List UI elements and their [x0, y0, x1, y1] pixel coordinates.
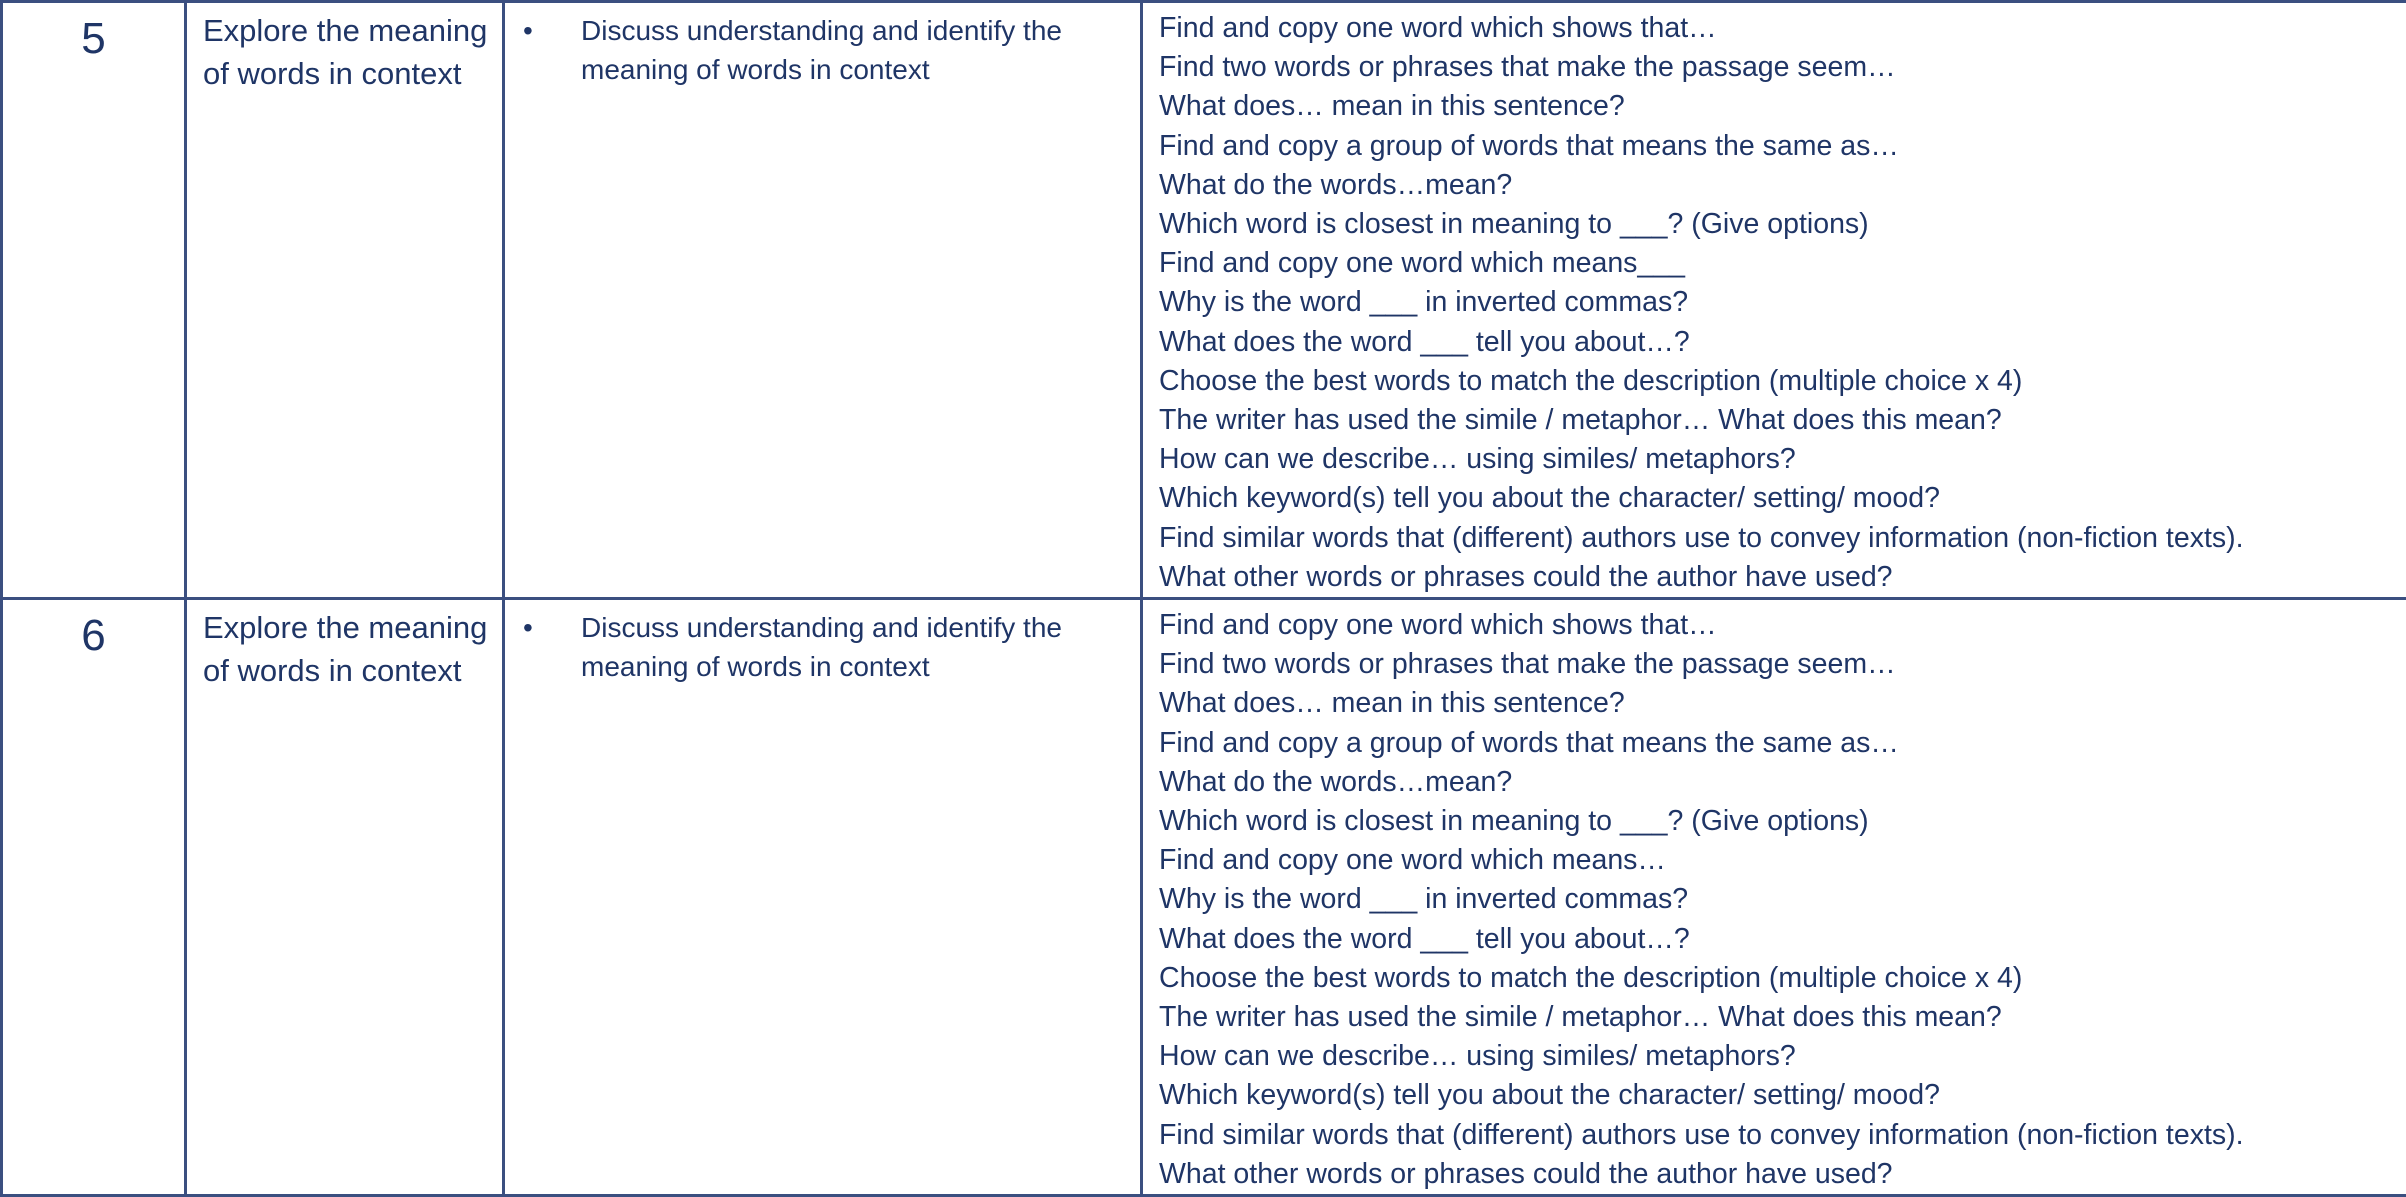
- question-item: What does the word ___ tell you about…?: [1159, 323, 2398, 362]
- question-list: [1143, 600, 2406, 1194]
- question-item: Find and copy a group of words that means the same as…: [1159, 127, 2398, 166]
- question-item: Find two words or phrases that make the passage seem…: [1159, 645, 2398, 684]
- question-item: Find similar words that (different) authors use to convey information (non-fiction texts).: [1159, 1116, 2398, 1155]
- question-item: Find and copy one word which means…: [1159, 841, 2398, 880]
- question-item: What does… mean in this sentence?: [1159, 684, 2398, 723]
- year-number: 6: [3, 600, 184, 662]
- question-item: Choose the best words to match the description (multiple choice x 4): [1159, 362, 2398, 401]
- question-list: [1143, 3, 2406, 597]
- question-item: What other words or phrases could the author have used?: [1159, 558, 2398, 597]
- question-item: The writer has used the simile / metaphor… What does this mean?: [1159, 401, 2398, 440]
- question-item: Find and copy one word which shows that…: [1159, 606, 2398, 645]
- question-item: Choose the best words to match the description (multiple choice x 4): [1159, 959, 2398, 998]
- skill-text: Discuss understanding and identify the meaning of words in context: [581, 608, 1122, 686]
- question-item: What does the word ___ tell you about…?: [1159, 920, 2398, 959]
- year-number: 5: [3, 3, 184, 65]
- questions-cell: [1142, 2, 2406, 599]
- questions-cell: [1142, 599, 2406, 1196]
- question-item: Find and copy one word which shows that…: [1159, 9, 2398, 48]
- question-item: Which keyword(s) tell you about the character/ setting/ mood?: [1159, 1076, 2398, 1115]
- focus-cell: [186, 2, 504, 599]
- question-item: What other words or phrases could the author have used?: [1159, 1155, 2398, 1194]
- question-item: Find and copy a group of words that means the same as…: [1159, 724, 2398, 763]
- bullet-icon: •: [523, 608, 581, 686]
- focus-text: Explore the meaning of words in context: [187, 600, 502, 692]
- question-item: How can we describe… using similes/ metaphors?: [1159, 1037, 2398, 1076]
- year-cell: [2, 599, 186, 1196]
- question-item: Which keyword(s) tell you about the character/ setting/ mood?: [1159, 479, 2398, 518]
- skill-text: Discuss understanding and identify the meaning of words in context: [581, 11, 1122, 89]
- question-item: Find two words or phrases that make the passage seem…: [1159, 48, 2398, 87]
- focus-text: Explore the meaning of words in context: [187, 3, 502, 95]
- question-item: Why is the word ___ in inverted commas?: [1159, 880, 2398, 919]
- question-item: The writer has used the simile / metaphor… What does this mean?: [1159, 998, 2398, 1037]
- focus-cell: [186, 599, 504, 1196]
- table-row: [2, 2, 2406, 599]
- question-item: Why is the word ___ in inverted commas?: [1159, 283, 2398, 322]
- bullet-icon: •: [523, 11, 581, 89]
- table-row: [2, 599, 2406, 1196]
- year-cell: [2, 2, 186, 599]
- skill-cell: [504, 2, 1142, 599]
- question-item: Find similar words that (different) authors use to convey information (non-fiction texts).: [1159, 519, 2398, 558]
- question-item: What do the words…mean?: [1159, 166, 2398, 205]
- question-item: Which word is closest in meaning to ___? (Give options): [1159, 205, 2398, 244]
- question-item: What do the words…mean?: [1159, 763, 2398, 802]
- question-item: Which word is closest in meaning to ___? (Give options): [1159, 802, 2398, 841]
- question-item: Find and copy one word which means___: [1159, 244, 2398, 283]
- question-item: How can we describe… using similes/ metaphors?: [1159, 440, 2398, 479]
- question-item: What does… mean in this sentence?: [1159, 87, 2398, 126]
- skill-cell: [504, 599, 1142, 1196]
